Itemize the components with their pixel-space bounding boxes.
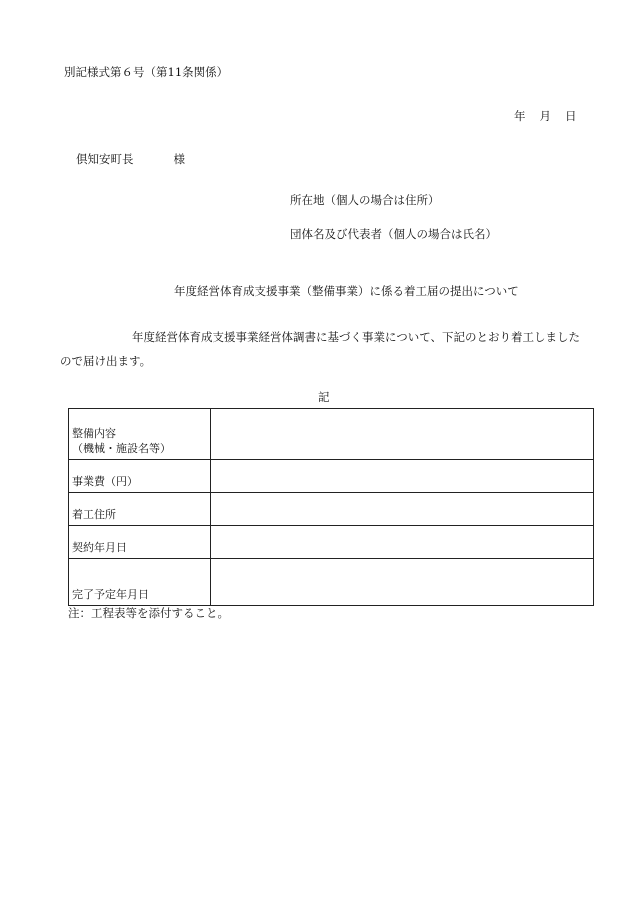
row-label-main: 整備内容 (72, 427, 116, 440)
table-row (69, 460, 594, 493)
addressee (76, 153, 185, 167)
row-label: 契約年月日 (69, 526, 211, 559)
form-number: 別記様式第６号（第11条関係） (64, 65, 229, 79)
row-value (211, 493, 594, 526)
table-row (69, 526, 594, 559)
applicant-name-label: 団体名及び代表者（個人の場合は氏名） (290, 227, 497, 241)
row-label: 事業費（円） (69, 460, 211, 493)
addressee-name: 倶知安町長 (76, 152, 134, 166)
body-text: 年度経営体育成支援事業経営体調書に基づく事業について、下記のとおり着工しましたので届け出ます。 (60, 330, 581, 368)
details-table (68, 408, 594, 606)
date-line (514, 110, 577, 124)
row-label: 完了予定年月日 (69, 559, 211, 606)
row-label-sub: （機械・施設名等） (72, 442, 171, 455)
row-label: 着工住所 (69, 493, 211, 526)
document-title: 年度経営体育成支援事業（整備事業）に係る着工届の提出について (174, 284, 519, 298)
ki-heading: 記 (318, 390, 330, 404)
row-label (69, 409, 211, 460)
applicant-address-label: 所在地（個人の場合は住所） (290, 193, 440, 207)
table-row (69, 493, 594, 526)
row-value (211, 460, 594, 493)
date-month-label: 月 (539, 109, 551, 123)
date-year-label: 年 (514, 109, 526, 123)
table-row (69, 559, 594, 606)
row-value (211, 559, 594, 606)
row-value (211, 526, 594, 559)
date-day-label: 日 (565, 109, 577, 123)
row-value (211, 409, 594, 460)
table-row (69, 409, 594, 460)
footnote: 注：工程表等を添付すること。 (68, 606, 229, 620)
addressee-honorific: 様 (173, 152, 185, 166)
